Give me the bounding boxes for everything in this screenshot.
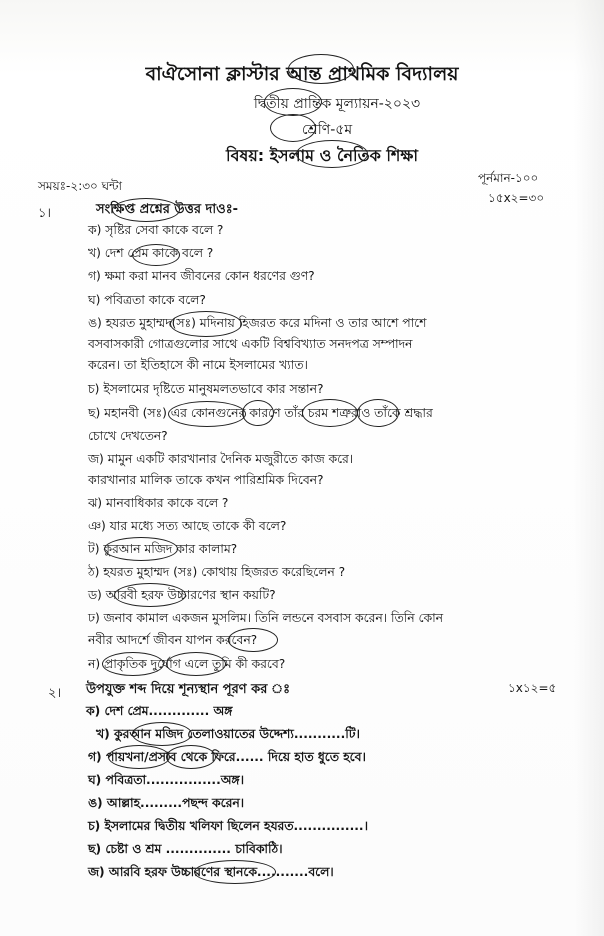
question-1-12: ঠ) হযরত মুহাম্মদ (সঃ) কোথায় হিজরত করেছিলেন ? (88, 565, 346, 579)
question-1-5-cont2: করেন। তা ইতিহাসে কী নামে ইসলামের খ্যাত। (88, 358, 308, 372)
question-1-2: খ) দেশ প্রেম কাকে বলে ? (88, 246, 214, 260)
question-1-7: ছ) মহানবী (সঃ) এর কোনগুনের কারণে তাঁর চরম শত্রুরাও তাঁকে শ্রদ্ধার (88, 406, 433, 420)
question-1-5: ঙ) হযরত মুহাম্মদ(সঃ) মদিনায় হিজরত করে মদিনা ও তার আশে পাশে (88, 316, 427, 330)
question-1-14-cont: নবীর আদর্শে জীবন যাপন করবেন? (88, 633, 258, 647)
section2-marks: ১x১২=৫ (508, 681, 557, 695)
question-1-6: চ) ইসলামের দৃষ্টিতে মানুষমলতভাবে কার সন্তান? (88, 382, 324, 396)
question-1-7-cont: চোখে দেখতেন? (88, 429, 168, 443)
question-2-1: ক) দেশ প্রেম............. অঙ্গ (86, 704, 233, 718)
question-1-1: ক) সৃষ্টির সেবা কাকে বলে ? (88, 223, 224, 237)
question-2-4: ঘ) পবিত্রতা................অঙ্গ। (88, 773, 244, 787)
question-2-7: ছ) চেষ্টা ও শ্রম .............. চাবিকাঠি। (88, 842, 283, 856)
question-1-3: গ) ক্ষমা করা মানব জীবনের কোন ধরণের গুণ? (88, 269, 315, 283)
question-2-2: খ) কুরআন মজিদ তেলাওয়াতের উদ্দেশ্য...........টি। (96, 727, 360, 741)
section2-number: ২। (48, 686, 62, 701)
question-1-11: ট) কুরআন মজিদ কার কালাম? (88, 542, 238, 556)
time-label: সময়ঃ-২:৩০ ঘন্টা (38, 179, 122, 193)
question-1-15: ন) প্রাকৃতিক দুর্যোগ এলে তুমি কী করবে? (88, 657, 286, 671)
question-2-3: গ) পায়খনা/প্রসাব থেকে ফিরে...... দিয়ে হাত ধুতে হবে। (88, 750, 366, 764)
section1-number: ১। (38, 206, 52, 221)
section2-title: উপযুক্ত শব্দ দিয়ে শূন্যস্থান পূরণ কর ঃ (86, 682, 291, 697)
question-1-5-cont: বসবাসকারী গোত্রগুলোর সাথে একটি বিশ্ববিখ্যাত সনদপত্র সম্পাদন (88, 337, 413, 351)
full-marks-label: পূর্নমান-১০০ (478, 171, 539, 185)
question-2-6: চ) ইসলামের দ্বিতীয় খলিফা ছিলেন হযরত...............। (88, 819, 368, 833)
section1-marks: ১৫x২=৩০ (488, 191, 545, 205)
question-1-9: ঝ) মানবাধিকার কাকে বলে ? (88, 496, 229, 510)
section1-title: সংক্ষিপ্ত প্রশ্নের উত্তর দাওঃ- (96, 202, 239, 217)
school-title: বাঐসোনা ক্লাস্টার আন্ত প্রাথমিক বিদ্যালয় (145, 63, 459, 85)
question-1-8-cont: কারখানার মালিক তাকে কখন পারিশ্রমিক দিবেন? (88, 473, 324, 487)
question-1-4: ঘ) পবিত্রতা কাকে বলে? (88, 293, 206, 307)
question-2-8: জ) আরবি হরফ উচ্চারণের স্থানকে...........বলে। (88, 865, 334, 879)
question-1-13: ড) আরবী হরফ উচ্চারণের স্থান কয়টি? (88, 588, 276, 602)
class-label: শ্রেণি-৫ম (301, 122, 353, 138)
question-1-14: ঢ) জনাব কামাল একজন মুসলিম। তিনি লন্ডনে বসবাস করেন। তিনি কোন (88, 611, 443, 625)
subject-label: বিষয়: ইসলাম ও নৈতিক শিক্ষা (226, 146, 418, 165)
question-2-5: ঙ) আল্লাহ.........পছন্দ করেন। (88, 796, 245, 810)
question-1-8: জ) মামুন একটি কারখানার দৈনিক মজুরীতে কাজ করে। (88, 452, 354, 466)
exam-title: দ্বিতীয় প্রান্তিক মূল্যায়ন-২০২৩ (253, 96, 421, 112)
question-1-10: ঞ) যার মধ্যে সত্য আছে তাকে কী বলে? (88, 519, 287, 533)
